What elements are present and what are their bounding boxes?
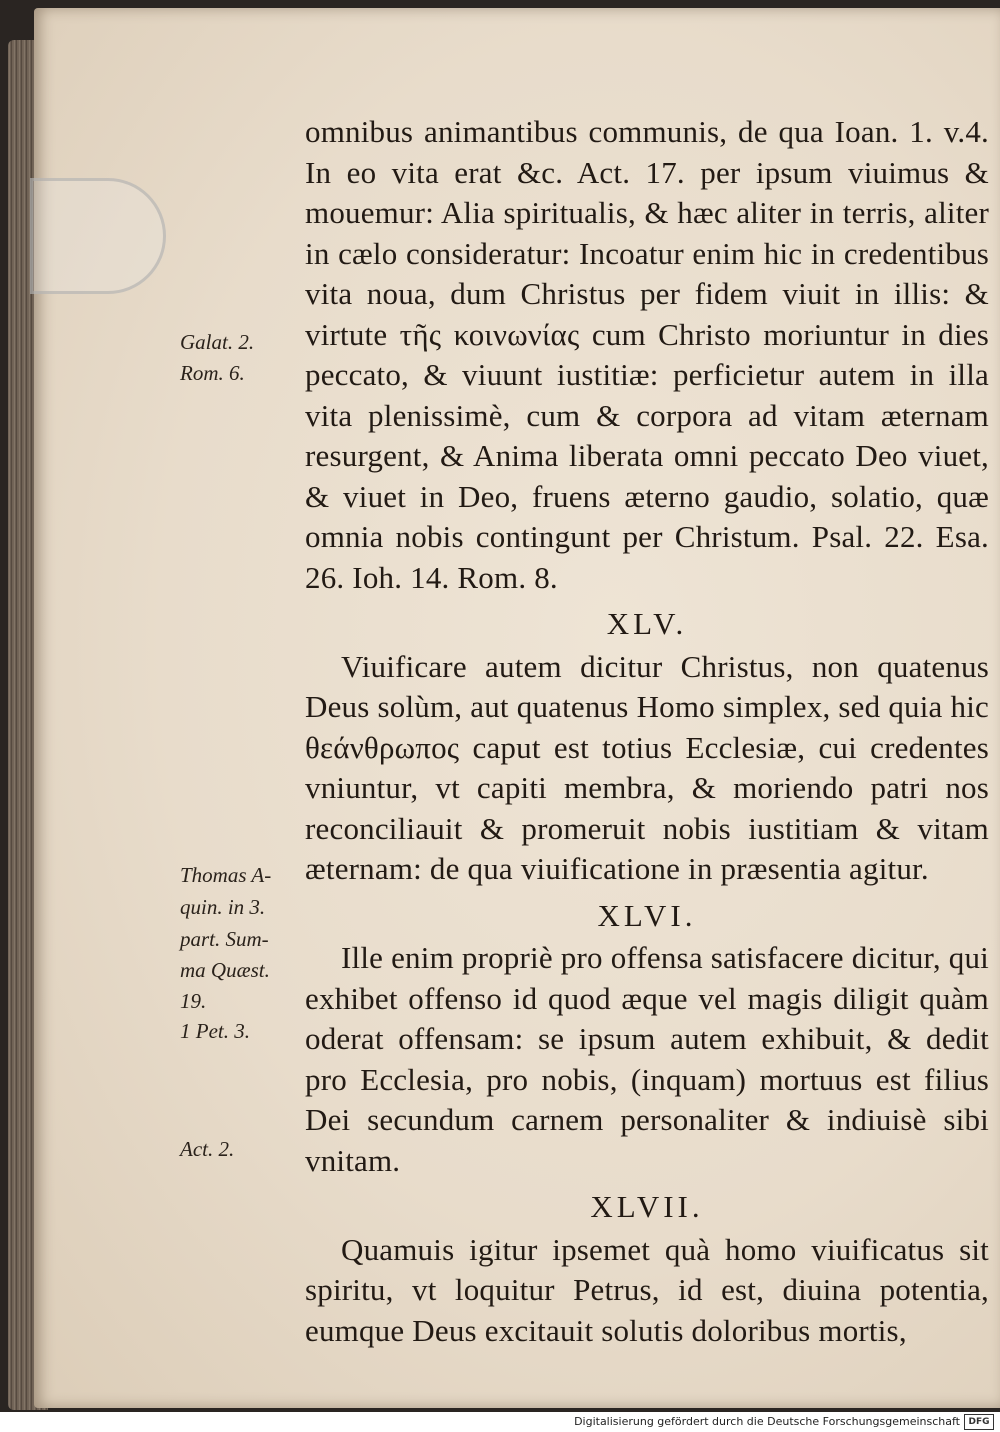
section-heading-46: XLVI.	[597, 897, 697, 933]
digitization-footer	[0, 1412, 1000, 1432]
margin-note-thomas-3: part. Sum-	[180, 927, 269, 951]
paragraph-45: Viuificare autem dicitur Christus, non quatenus Deus solùm, aut quatenus Homo simplex, sed quia hic θεάνθρωπος caput est totius Ecclesiæ, cui credentes vniuntur, vt capiti membra, & moriendo patri nos reconciliauit & promeruit nobis iustitiam & vitam æternam: de qua viuificatione in præsentia agitur.	[305, 648, 989, 886]
section-heading-47: XLVII.	[590, 1189, 704, 1224]
paper-clip-overlay	[30, 178, 166, 294]
margin-note-thomas-4: ma Quæst.	[180, 958, 270, 982]
margin-note-thomas-5: 19.	[180, 989, 207, 1013]
margin-note-thomas-1: Thomas A-	[180, 863, 272, 887]
main-text-block	[305, 112, 989, 1351]
footer-credit: Digitalisierung gefördert durch die Deutsche Forschungsgemeinschaft	[574, 1415, 960, 1428]
margin-note-galat: Galat. 2.	[180, 330, 255, 354]
margin-note-act: Act. 2.	[180, 1137, 235, 1161]
margin-note-rom: Rom. 6.	[180, 361, 245, 385]
paragraph-44-continued: omnibus animantibus communis, de qua Ioan. 1. v.4. In eo vita erat &c. Act. 17. per ipsum viuimus & mouemur: Alia spiritualis, & hæc aliter in terris, aliter in cælo consideratur: Incoatur enim hic in credentibus vita noua, dum Christus per fidem viuit in illis: & virtute τῆς κοινωνίας cum Christo moriuntur in dies peccato, & viuunt iustitiæ: perficietur autem in illa vita plenissimè, cum & corpora ad vitam æternam resurgent, & Anima liberata omni peccato Deo viuet, & viuet in Deo, fruens æterno gaudio, solatio, quæ omnia nobis contingunt per Christum. Psal. 22. Esa. 26. Ioh. 14. Rom. 8.	[305, 114, 989, 595]
paragraph-47: Quamuis igitur ipsemet quà homo viuificatus sit spiritu, vt loquitur Petrus, id est, diuina potentia, eumque Deus excitauit solutis doloribus mortis,	[305, 1231, 989, 1348]
margin-note-thomas-2: quin. in 3.	[180, 895, 266, 919]
section-heading-45: XLV.	[606, 606, 688, 641]
margin-note-pet: 1 Pet. 3.	[180, 1019, 250, 1043]
dfg-logo: DFG	[964, 1414, 994, 1430]
paragraph-46: Ille enim propriè pro offensa satisfacere dicitur, qui exhibet offenso id quod æque vel magis diligit quàm oderat offensam: se ipsum autem exhibuit, & dedit pro Ecclesia, pro nobis, (inquam) mortuus est filius Dei secundum carnem personaliter & indiuisè sibi vnitam.	[305, 940, 989, 1178]
